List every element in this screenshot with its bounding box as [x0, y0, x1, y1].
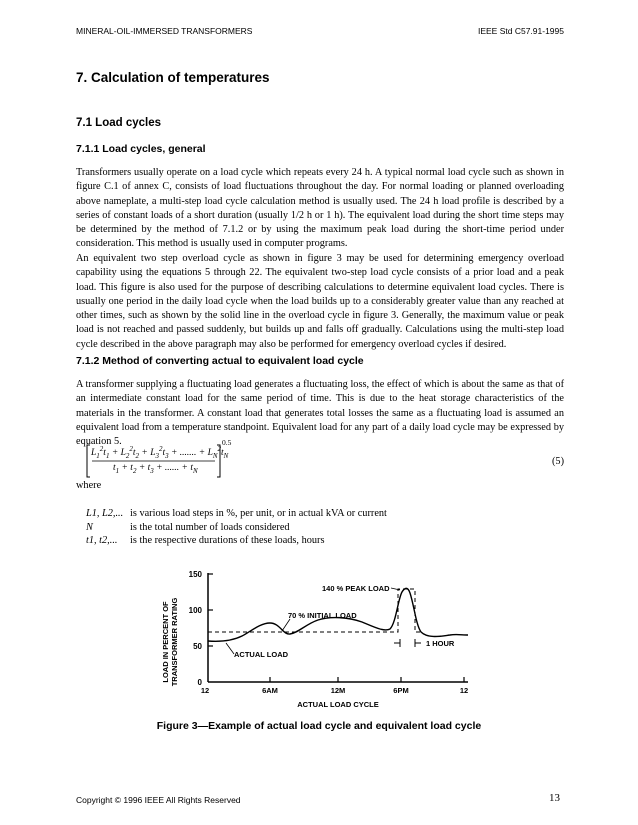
where-label: where	[76, 480, 102, 491]
annotation-initial-load: 70 % INITIAL LOAD	[288, 611, 357, 620]
definition-item	[86, 521, 387, 535]
definition-term: t1, t2,...	[86, 535, 118, 546]
definition-text: is the respective durations of these loads, hours	[130, 535, 325, 546]
definition-item	[86, 507, 387, 521]
equation-number: (5)	[552, 456, 565, 467]
definition-text: is the total number of loads considered	[130, 521, 290, 533]
annotation-actual-load: ACTUAL LOAD	[234, 650, 289, 659]
subsection-title-7-1-2: 7.1.2 Method of converting actual to equivalent load cycle	[76, 355, 364, 367]
x-tick-label-12-start: 12	[200, 686, 210, 695]
figure-caption: Figure 3—Example of actual load cycle and equivalent load cycle	[156, 720, 482, 732]
y-tick-label-150: 150	[188, 570, 202, 579]
equation-exponent: 0.5	[222, 438, 232, 447]
equation-numerator: $L_1^2t_1 + L_2^2t_2 + L_3^2t_3$ + ....... + $L_N^2t_N$	[91, 445, 229, 461]
y-tick-label-50: 50	[193, 642, 202, 651]
actual-load-leader	[226, 643, 234, 654]
annotation-one-hour: 1 HOUR	[426, 639, 455, 648]
x-tick-label-12-end: 12	[459, 686, 469, 695]
x-axis-label: ACTUAL LOAD CYCLE	[297, 700, 379, 709]
running-header-standard: IEEE Std C57.91-1995	[477, 26, 564, 36]
initial-load-leader	[282, 619, 290, 631]
running-header-title: MINERAL-OIL-IMMERSED TRANSFORMERS	[76, 26, 253, 36]
section-title: 7. Calculation of temperatures	[76, 70, 270, 85]
definition-term: L1, L2,...	[86, 508, 124, 519]
definition-item	[86, 534, 387, 548]
paragraph-load-cycles-general: Transformers usually operate on a load cycle which repeats every 24 h. A typical normal load cycle such as shown in figure C.1 of annex C, consists of load fluctuations throughout the day. For normal loading or planned overloading above nameplate, a multi-step load cycle calculation method is usually used. The 24 h load profile is described by a series of constant loads of a short duration (usually 1/2 h or 1 h). The equivalent load during the short time steps may be determined by the method of 7.1.2 or by using the maximum peak load during the short-time period under consideration. This method is usually used in computer programs.	[76, 167, 564, 250]
definition-list	[86, 507, 387, 548]
annotation-peak-load: 140 % PEAK LOAD	[322, 584, 390, 593]
figure-3-load-cycle-plot	[150, 565, 490, 710]
definition-term: N	[86, 521, 93, 533]
page-number: 13	[549, 792, 560, 804]
paragraph-two-step-cycle: An equivalent two step overload cycle as shown in figure 3 may be used for determining emergency overload capability using the equations 5 through 22. The equivalent two-step load cycle consists of a prior load and a peak load. This figure is also used for the purpose of describing calculations to determine equivalent load cycles. There is usually one period in the daily load cycle when the load builds up to a considerably greater value than any reached at other times, such as shown by the solid line in the overload cycle in figure 3. Generally, the maximum value or peak load is not reached and passed suddenly, but builds up and falls off gradually. Calculations using the multi-step load cycle described in the above paragraph may also be performed for emergency overload cycles if desired.	[76, 253, 564, 350]
footer-copyright: Copyright © 1996 IEEE All Rights Reserved	[76, 795, 241, 805]
y-tick-label-100: 100	[188, 606, 202, 615]
y-axis-label-line1: LOAD IN PERCENT OF	[161, 601, 170, 683]
y-tick-label-0: 0	[197, 678, 202, 687]
equation-5	[86, 438, 236, 483]
definition-text: is various load steps in %, per unit, or in actual kVA or current	[130, 508, 387, 519]
x-tick-label-6am: 6AM	[262, 686, 278, 695]
subsection-title-7-1-1: 7.1.1 Load cycles, general	[76, 143, 206, 155]
subsection-title-7-1: 7.1 Load cycles	[76, 117, 162, 129]
equation-denominator: $t_1 + t_2 + t_3$ + ...... + $t_N$	[113, 463, 198, 475]
y-axis-label-line2: TRANSFORMER RATING	[170, 597, 179, 687]
x-tick-label-6pm: 6PM	[393, 686, 409, 695]
x-tick-label-12m: 12M	[330, 686, 346, 695]
paragraph-equivalent-load: A transformer supplying a fluctuating load generates a fluctuating loss, the effect of which is about the same as that of an intermediate constant load for the same period of time. This is due to the heat storage characteristics of the materials in the transformer. A constant load that generates total losses the same as a fluctuating load is assumed an equivalent load from a temperature standpoint. Equivalent load for any part of a daily load cycle may be expressed by equation 5.	[76, 379, 564, 448]
